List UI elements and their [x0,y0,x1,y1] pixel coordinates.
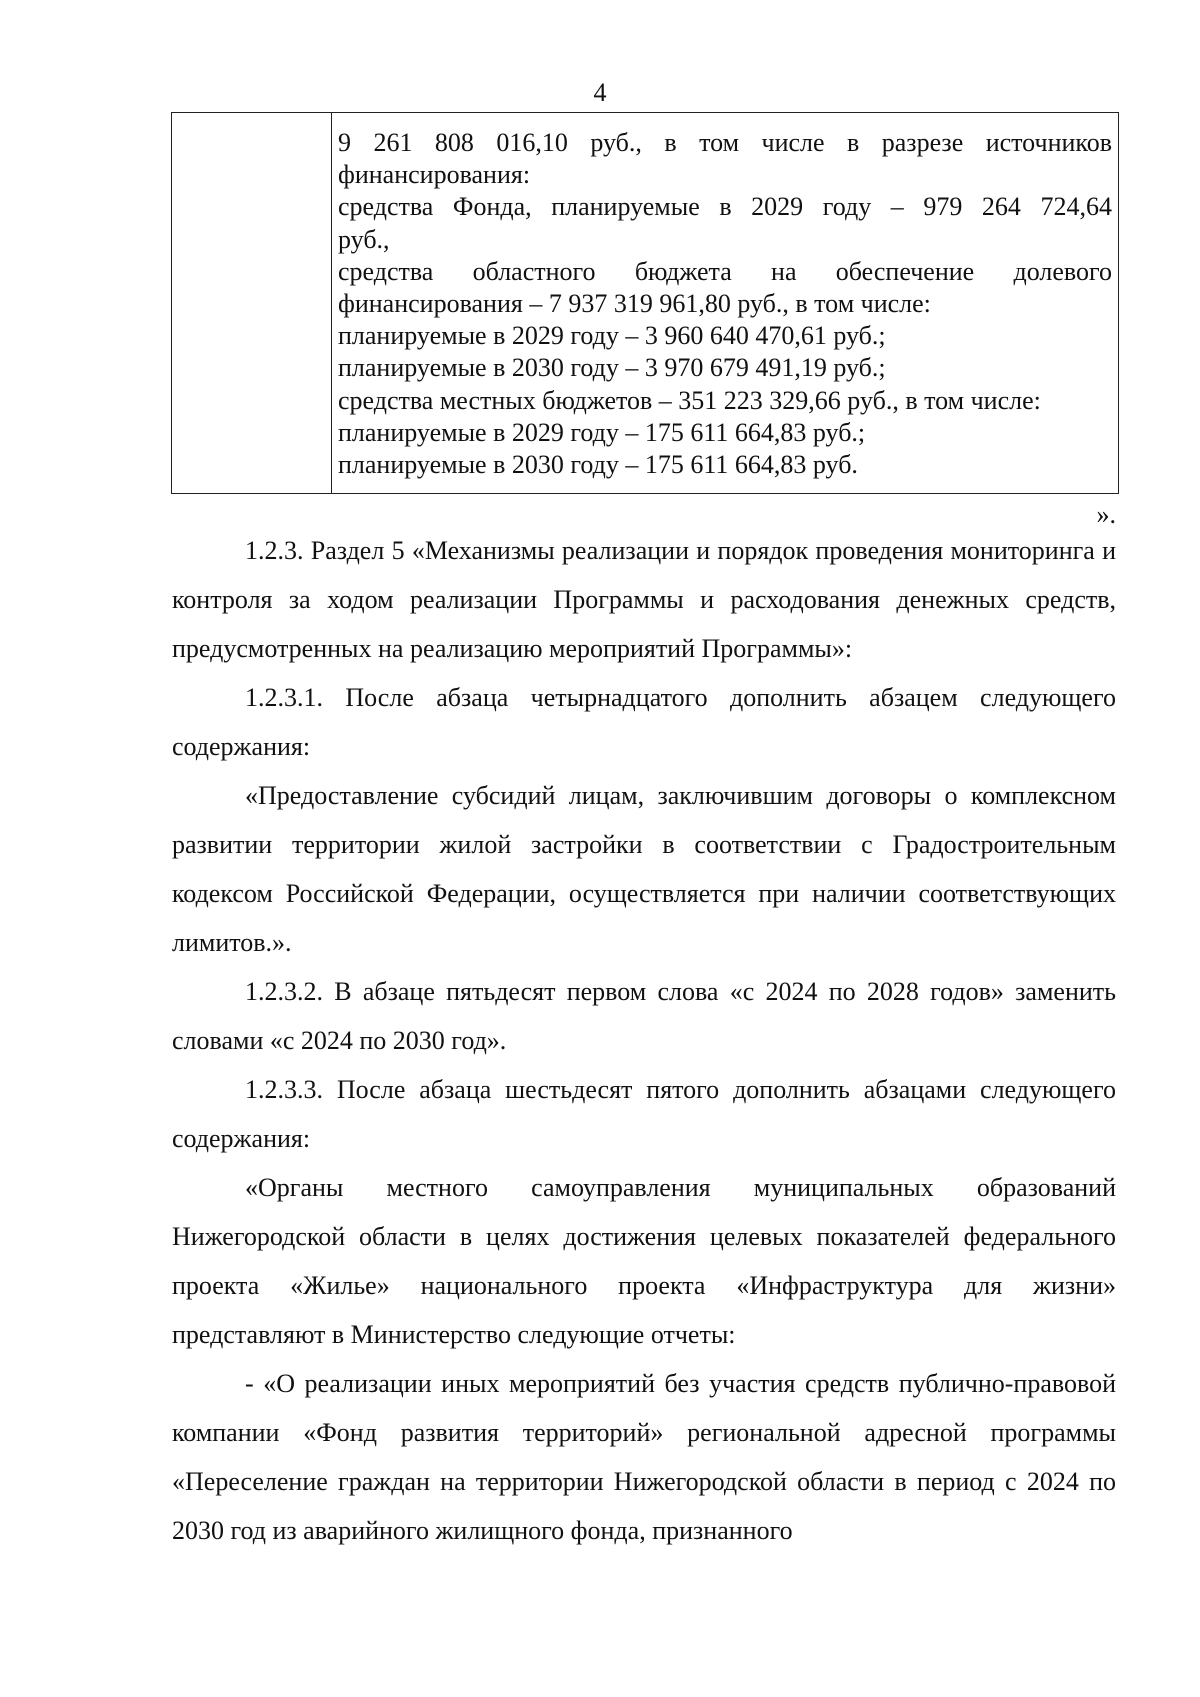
paragraph-1-2-3-3: 1.2.3.3. После абзаца шестьдесят пятого дополнить абзацами следующего содержания: [172,1075,1116,1153]
page-number: 4 [593,78,607,107]
paragraph-quoted-subsidies: «Предоставление субсидий лицам, заключившим договоры о комплексном развитии территории жилой застройки в соответствии с Градостроительным кодексом Российской Федерации, осуществляется при наличии соответствующих лимитов.». [172,781,1116,957]
table-line: планируемые в 2029 году – 175 611 664,83 руб.; [338,417,866,447]
table-line: финансирования: [338,160,531,190]
paragraph-quoted-reports: «Органы местного самоуправления муниципальных образований Нижегородской области в целях достижения целевых показателей федерального проекта «Жилье» национального проекта «Инфраструктура для жизни» представляют в Министерство следующие отчеты: [172,1173,1116,1349]
table-line: 9 261 808 016,10 руб., в том числе в разрезе источников [338,128,1112,157]
funding-table [171,112,1119,494]
closing-quote: ». [1096,500,1116,529]
table-line: руб., [338,224,390,254]
table-line: средства местных бюджетов – 351 223 329,66 руб., в том числе: [338,385,1041,415]
table-line: средства Фонда, планируемые в 2029 году – 979 264 724,64 [338,192,1112,222]
paragraph-1-2-3: 1.2.3. Раздел 5 «Механизмы реализации и порядок проведения мониторинга и контроля за ходом реализации Программы и расходования денежных средств, предусмотренных на реализацию мероприятий Программы»: [172,536,1116,663]
paragraph-1-2-3-2: 1.2.3.2. В абзаце пятьдесят первом слова «с 2024 по 2028 годов» заменить словами «с 2024 по 2030 год». [172,977,1116,1055]
document-body [172,526,1116,1555]
table-column-divider [331,113,332,493]
paragraph-report-item: - «О реализации иных мероприятий без участия средств публично-правовой компании «Фонд развития территорий» региональной адресной программы «Переселение граждан на территории Нижегородской области в период с 2024 по 2030 год из аварийного жилищного фонда, признанного [172,1369,1116,1545]
table-line: планируемые в 2030 году – 175 611 664,83 руб. [338,450,858,480]
table-funding-cell [338,127,1112,481]
paragraph-1-2-3-1: 1.2.3.1. После абзаца четырнадцатого дополнить абзацем следующего содержания: [172,683,1116,761]
table-line: планируемые в 2029 году – 3 960 640 470,61 руб.; [338,321,886,351]
table-line: финансирования – 7 937 319 961,80 руб., в том числе: [338,289,931,319]
table-line: планируемые в 2030 году – 3 970 679 491,19 руб.; [338,353,886,383]
table-line: средства областного бюджета на обеспечение долевого [338,256,1112,286]
